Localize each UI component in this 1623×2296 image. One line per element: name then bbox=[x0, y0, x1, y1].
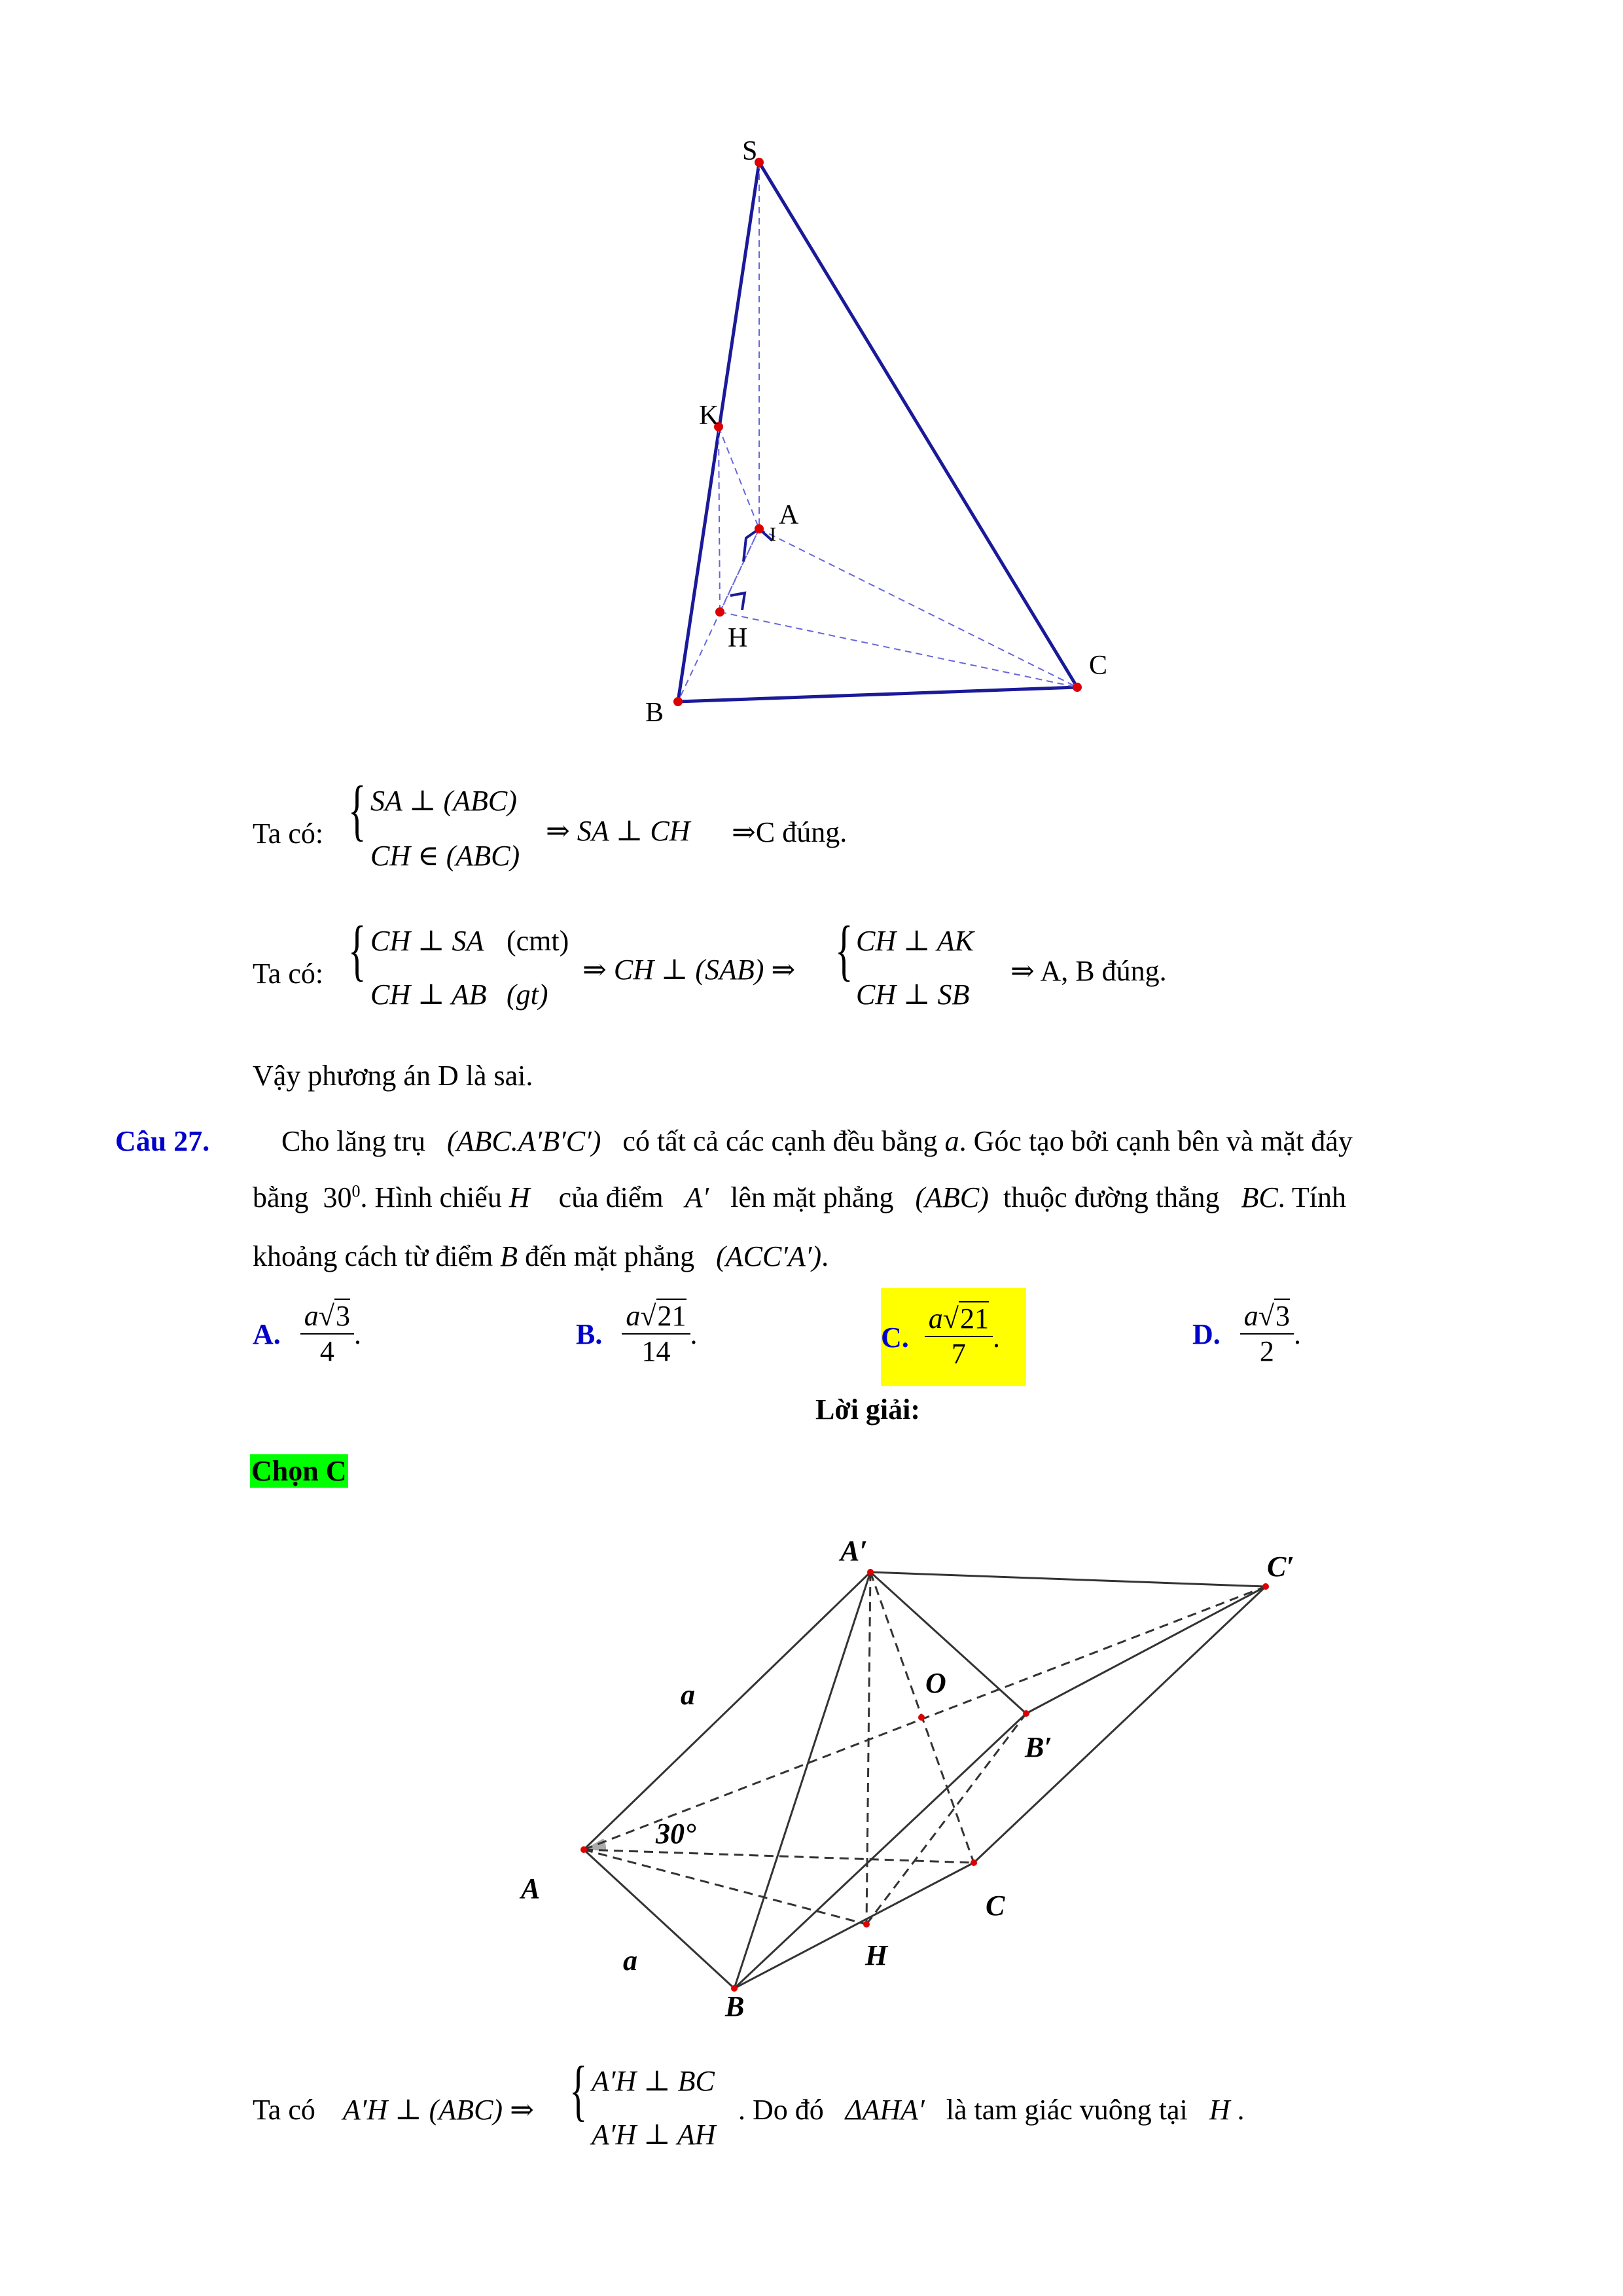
proof2-tail: . Do đó ΔAHA′ là tam giác vuông tại H . bbox=[738, 2094, 1245, 2126]
option-b[interactable]: B. $\frac{a√21}{14}$ . bbox=[576, 1300, 698, 1367]
label-O: O bbox=[925, 1667, 946, 1699]
edge-A-A1 bbox=[584, 1572, 870, 1850]
point-C bbox=[1073, 683, 1082, 692]
system-brace-2: { bbox=[348, 912, 366, 988]
edge-A1-B bbox=[734, 1572, 870, 1988]
edge-A1-C1 bbox=[870, 1572, 1266, 1587]
edge-KC bbox=[719, 427, 759, 529]
label-I: I bbox=[770, 524, 776, 545]
edge-HC bbox=[720, 612, 1077, 687]
edge-HI bbox=[720, 529, 759, 612]
sys1-result: ⇒C đúng. bbox=[732, 816, 847, 848]
proof1-label-1: Ta có: bbox=[253, 817, 324, 850]
proof2-sys-line2: A′H ⊥ AH bbox=[592, 2119, 716, 2151]
label-S: S bbox=[742, 136, 758, 166]
solution-heading: Lời giải: bbox=[815, 1393, 921, 1426]
label-a-top: a bbox=[681, 1679, 695, 1711]
point-A bbox=[580, 1846, 587, 1853]
sys1-implication: ⇒ SA ⊥ CH bbox=[546, 815, 690, 847]
sys2-line2-note: (gt) bbox=[507, 978, 548, 1011]
label-B1: B′ bbox=[1025, 1731, 1052, 1763]
pyramid-figure bbox=[622, 124, 1145, 740]
system-brace-3: { bbox=[835, 912, 853, 988]
edge-A1-H bbox=[866, 1572, 870, 1924]
proof2-label: Ta có bbox=[253, 2094, 315, 2126]
edge-B1-C1 bbox=[1026, 1587, 1266, 1713]
prism-figure bbox=[510, 1525, 1348, 2042]
label-B: B bbox=[645, 698, 664, 728]
question-label: Câu 27. bbox=[115, 1125, 210, 1157]
sys3-line1: CH ⊥ AK bbox=[856, 925, 974, 957]
sys3-line2: CH ⊥ SB bbox=[856, 978, 970, 1011]
point-H bbox=[715, 607, 724, 617]
point-H bbox=[863, 1921, 870, 1928]
right-angle-mark-A bbox=[743, 529, 772, 562]
option-b-letter: B. bbox=[576, 1318, 603, 1351]
proof2-lhs: A′H ⊥ (ABC) ⇒ bbox=[343, 2094, 534, 2126]
option-a-letter: A. bbox=[253, 1318, 281, 1351]
option-d-letter: D. bbox=[1192, 1318, 1221, 1351]
sys2-implication: ⇒ CH ⊥ (SAB) ⇒ bbox=[582, 954, 796, 986]
edge-C-C1 bbox=[974, 1587, 1266, 1863]
point-B bbox=[673, 697, 683, 706]
sys2-line2: CH ⊥ AB bbox=[370, 978, 487, 1011]
question-line-2: bằng $30^0$. Hình chiếu H của điểm A′ lên mặt phẳng (ABC) thuộc đường thẳng BC. Tính bbox=[253, 1181, 1347, 1213]
sys2-line1: CH ⊥ SA bbox=[370, 925, 484, 957]
label-H: H bbox=[865, 1939, 888, 1971]
point-C bbox=[971, 1859, 977, 1866]
label-C1: C′ bbox=[1267, 1551, 1294, 1583]
point-A1 bbox=[867, 1569, 874, 1575]
option-a[interactable]: A. $\frac{a√3}{4}$ . bbox=[253, 1300, 361, 1367]
sys1-line2: CH ∈ (ABC) bbox=[370, 840, 520, 872]
edge-SC bbox=[759, 162, 1077, 687]
option-c-letter: C. bbox=[881, 1321, 909, 1354]
sys3-result: ⇒ A, B đúng. bbox=[1010, 955, 1167, 987]
point-C1 bbox=[1262, 1583, 1269, 1590]
label-K: K bbox=[699, 401, 719, 431]
label-C: C bbox=[1089, 651, 1108, 681]
solution-choice: Chọn C bbox=[251, 1455, 347, 1487]
edge-KH bbox=[719, 427, 720, 612]
sys2-line1-note: (cmt) bbox=[507, 925, 569, 957]
option-d[interactable]: D. $\frac{a√3}{2}$ . bbox=[1192, 1300, 1301, 1367]
proof1-conclusion: Vậy phương án D là sai. bbox=[253, 1060, 533, 1092]
point-A bbox=[755, 524, 764, 533]
label-B: B bbox=[725, 1990, 745, 2022]
label-A: A bbox=[521, 1873, 541, 1905]
edge-BC bbox=[678, 687, 1077, 702]
question-line-1: Cho lăng trụ (ABC.A′B′C′) có tất cả các cạnh đều bằng a. Góc tạo bởi cạnh bên và mặt đáy bbox=[281, 1125, 1353, 1157]
proof1-label-2: Ta có: bbox=[253, 958, 324, 990]
question-line-3: khoảng cách từ điểm B đến mặt phẳng (ACC′A′). bbox=[253, 1240, 829, 1272]
edge-A-H bbox=[584, 1850, 866, 1924]
edge-A1-B1 bbox=[870, 1572, 1026, 1713]
label-C: C bbox=[986, 1890, 1005, 1922]
label-H: H bbox=[728, 623, 748, 653]
label-A1: A′ bbox=[840, 1535, 868, 1567]
proof2-sys-line1: A′H ⊥ BC bbox=[592, 2065, 715, 2097]
label-a-bot: a bbox=[623, 1945, 637, 1977]
label-A: A bbox=[779, 500, 799, 530]
point-O bbox=[918, 1714, 925, 1721]
label-angle: 30° bbox=[656, 1818, 696, 1850]
right-angle-mark-H bbox=[730, 593, 745, 610]
system-brace-1: { bbox=[348, 772, 366, 848]
sys1-line1: SA ⊥ (ABC) bbox=[370, 785, 517, 817]
system-brace-4: { bbox=[569, 2053, 588, 2128]
option-c[interactable]: C. $\frac{a√21}{7}$ . bbox=[881, 1288, 1026, 1386]
point-B1 bbox=[1023, 1710, 1029, 1717]
